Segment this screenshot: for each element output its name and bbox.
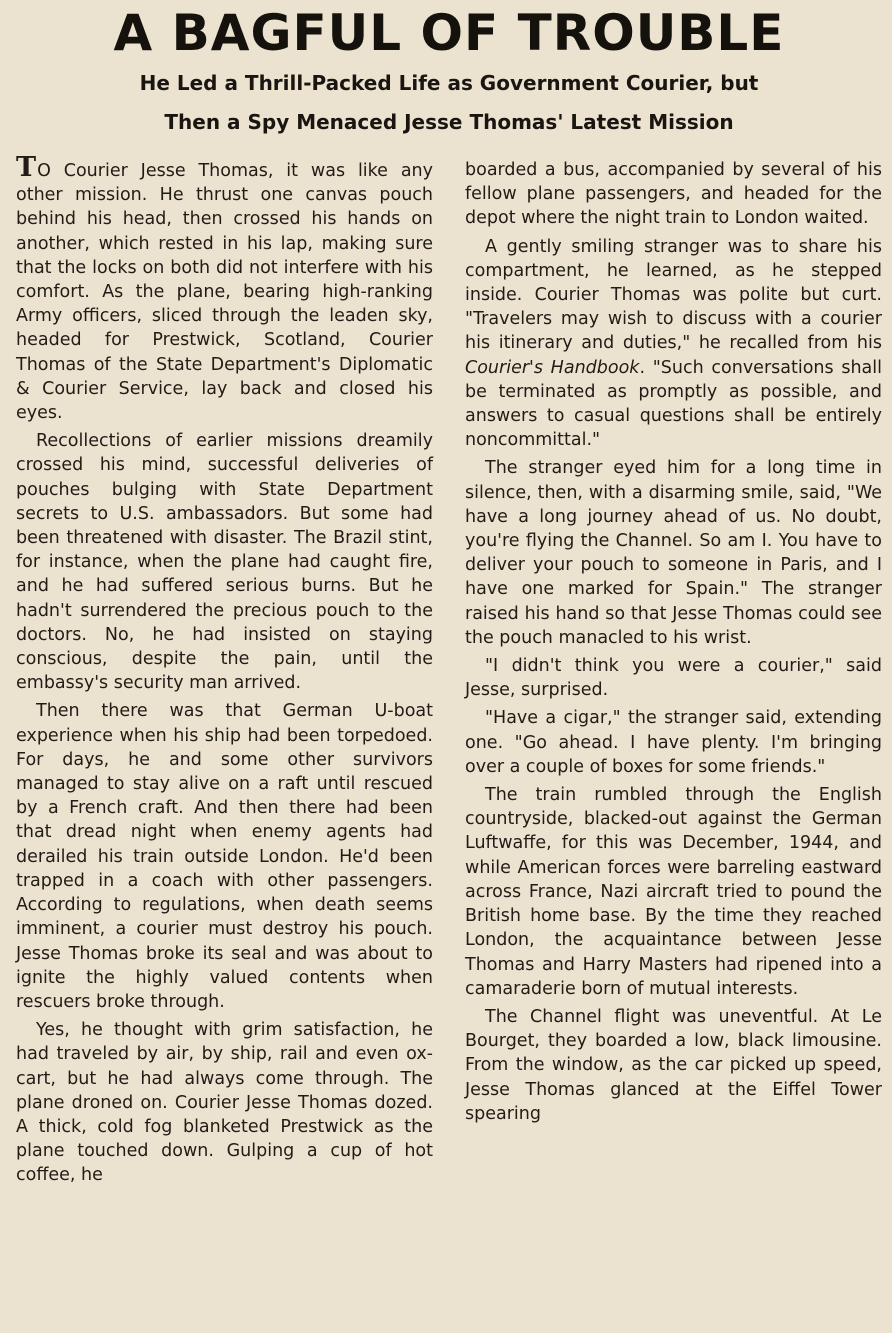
article-title: A BAGFUL OF TROUBLE xyxy=(113,4,785,62)
left-column xyxy=(16,152,433,1192)
article-body xyxy=(16,152,883,1192)
paragraph: "Have a cigar," the stranger said, extending one. "Go ahead. I have plenty. I'm bringing over a couple of boxes for some friends." xyxy=(465,708,882,777)
paragraph-text: . "Such conversations shall be terminated as promptly as possible, and answers to casual questions shall be entirely noncommittal." xyxy=(465,357,883,451)
paragraph: Recollections of earlier missions dreamily crossed his mind, successful deliveries of pouches bulging with State Department secrets to U.S. ambassadors. But some had been threatened with disaster. The Brazil stint, for instance, when the plane had caught fire, and he had suffered serious burns. But he hadn't surrendered the precious pouch to the doctors. No, he had insisted on staying conscious, despite the pain, until the embassy's security man arrived. xyxy=(16,431,433,694)
paragraph: "I didn't think you were a courier," said Jesse, surprised. xyxy=(465,656,882,701)
article-subtitle-line-1: He Led a Thrill-Packed Life as Government Courier, but xyxy=(139,71,759,95)
paragraph: The Channel flight was uneventful. At Le Bourget, they boarded a low, black limousine. From the window, as the car picked up speed, Jesse Thomas glanced at the Eiffel Tower spearing xyxy=(465,1006,882,1124)
paragraph: The stranger eyed him for a long time in silence, then, with a disarming smile, said, "We have a long journey ahead of us. No doubt, you're flying the Channel. So am I. You have to deliver your pouch to someone in Paris, and I have one marked for Spain." The stranger raised his hand so that Jesse Thomas could see the pouch manacled to his wrist. xyxy=(465,458,882,648)
drop-cap: T xyxy=(16,152,37,183)
handbook-title: Courier's Handbook xyxy=(465,357,640,378)
paragraph: The train rumbled through the English countryside, blacked-out against the German Luftwaffe, for this was December, 1944, and while American forces were barreling eastward across France, Nazi aircraft tried to pound the British home base. By the time they reached London, the acquaintance between Jesse Thomas and Harry Masters had ripened into a camaraderie born of mutual interests. xyxy=(465,785,882,999)
paragraph xyxy=(465,235,882,453)
paragraph: Yes, he thought with grim satisfaction, he had traveled by air, by ship, rail and even ox-cart, but he had always come through. The plane droned on. Courier Jesse Thomas dozed. A thick, cold fog blanketed Prestwick as the plane touched down. Gulping a cup of hot coffee, he xyxy=(16,1020,433,1186)
paragraph xyxy=(16,152,433,425)
paragraph-text: O Courier Jesse Thomas, it was like any other mission. He thrust one canvas pouch behind his head, then crossed his hands on another, which rested in his lap, making sure that the locks on both did not interfere with his comfort. As the plane, bearing high-ranking Army officers, sliced through the leaden sky, headed for Prestwick, Scotland, Courier Thomas of the State Department's Diplomatic & Courier Service, lay back and closed his eyes. xyxy=(16,161,433,424)
article-subtitle-line-2: Then a Spy Menaced Jesse Thomas' Latest Mission xyxy=(164,110,734,134)
right-column xyxy=(465,158,882,1192)
paragraph-text: A gently smiling stranger was to share his compartment, he learned, as he stepped inside. Courier Thomas was polite but curt. "Travelers may wish to discuss with a courier his itinerary and duties," he recalled from his xyxy=(465,236,882,354)
paragraph: Then there was that German U-boat experience when his ship had been torpedoed. For days, he and some other survivors managed to stay alive on a raft until rescued by a French craft. And then there had been that dread night when enemy agents had derailed his train outside London. He'd been trapped in a coach with other passengers. According to regulations, when death seems imminent, a courier must destroy his pouch. Jesse Thomas broke its seal and was about to ignite the highly valued contents when rescuers broke through. xyxy=(16,701,433,1012)
paragraph: boarded a bus, accompanied by several of his fellow plane passengers, and headed for the depot where the night train to London waited. xyxy=(465,160,882,229)
